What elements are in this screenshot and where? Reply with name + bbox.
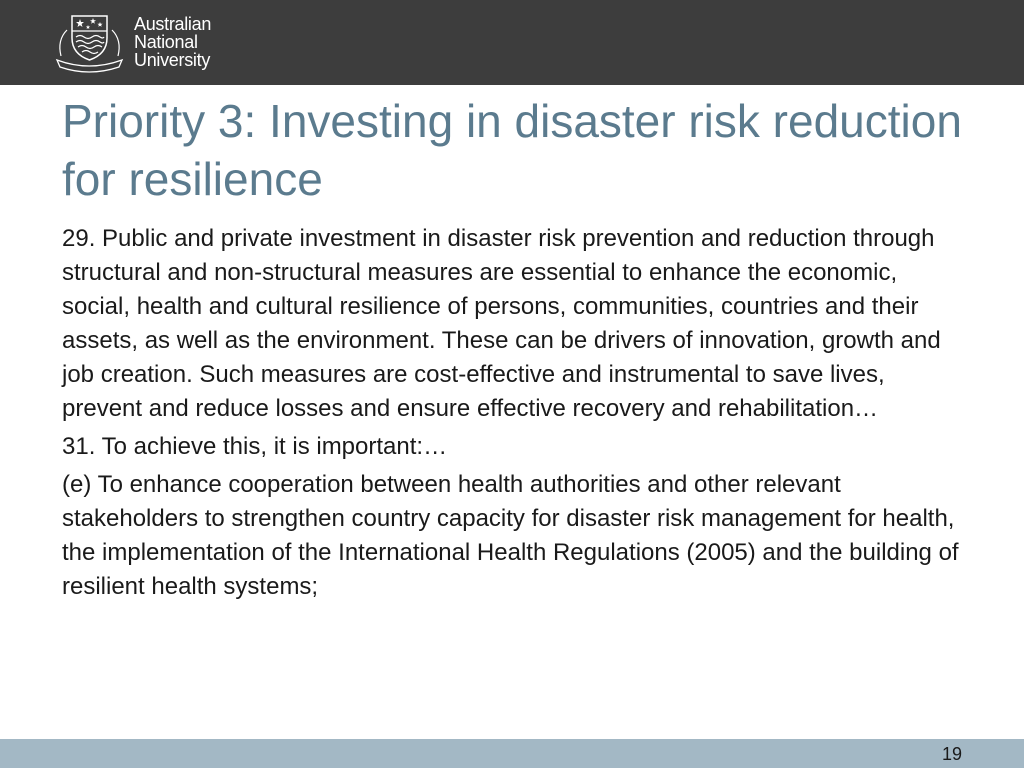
page-number: 19 — [941, 744, 962, 764]
anu-crest-icon — [53, 10, 126, 74]
footer-bar — [0, 739, 1024, 768]
wordmark-line: University — [134, 50, 211, 70]
university-wordmark — [134, 15, 211, 69]
slide-title: Priority 3: Investing in disaster risk reduction for resilience — [62, 95, 962, 205]
slide-body — [62, 222, 962, 608]
university-logo — [53, 10, 211, 74]
paragraph-31e: (e) To enhance cooperation between health authorities and other relevant stakeholders to strengthen country capacity for disaster risk management for health, the implementation of the International Health Regulations (2005) and the building of resilient health systems; — [62, 471, 959, 600]
header-bar — [0, 0, 1024, 85]
paragraph-29: 29. Public and private investment in disaster risk prevention and reduction through structural and non-structural measures are essential to enhance the economic, social, health and cultural resilience of persons, communities, countries and their assets, as well as the environment. These can be drivers of innovation, growth and job creation. Such measures are cost-effective and instrumental to save lives, prevent and reduce losses and ensure effective recovery and rehabilitation… — [62, 225, 941, 422]
wordmark-line: Australian — [134, 14, 212, 34]
paragraph-31: 31. To achieve this, it is important:… — [62, 433, 448, 460]
wordmark-line: National — [134, 32, 198, 52]
